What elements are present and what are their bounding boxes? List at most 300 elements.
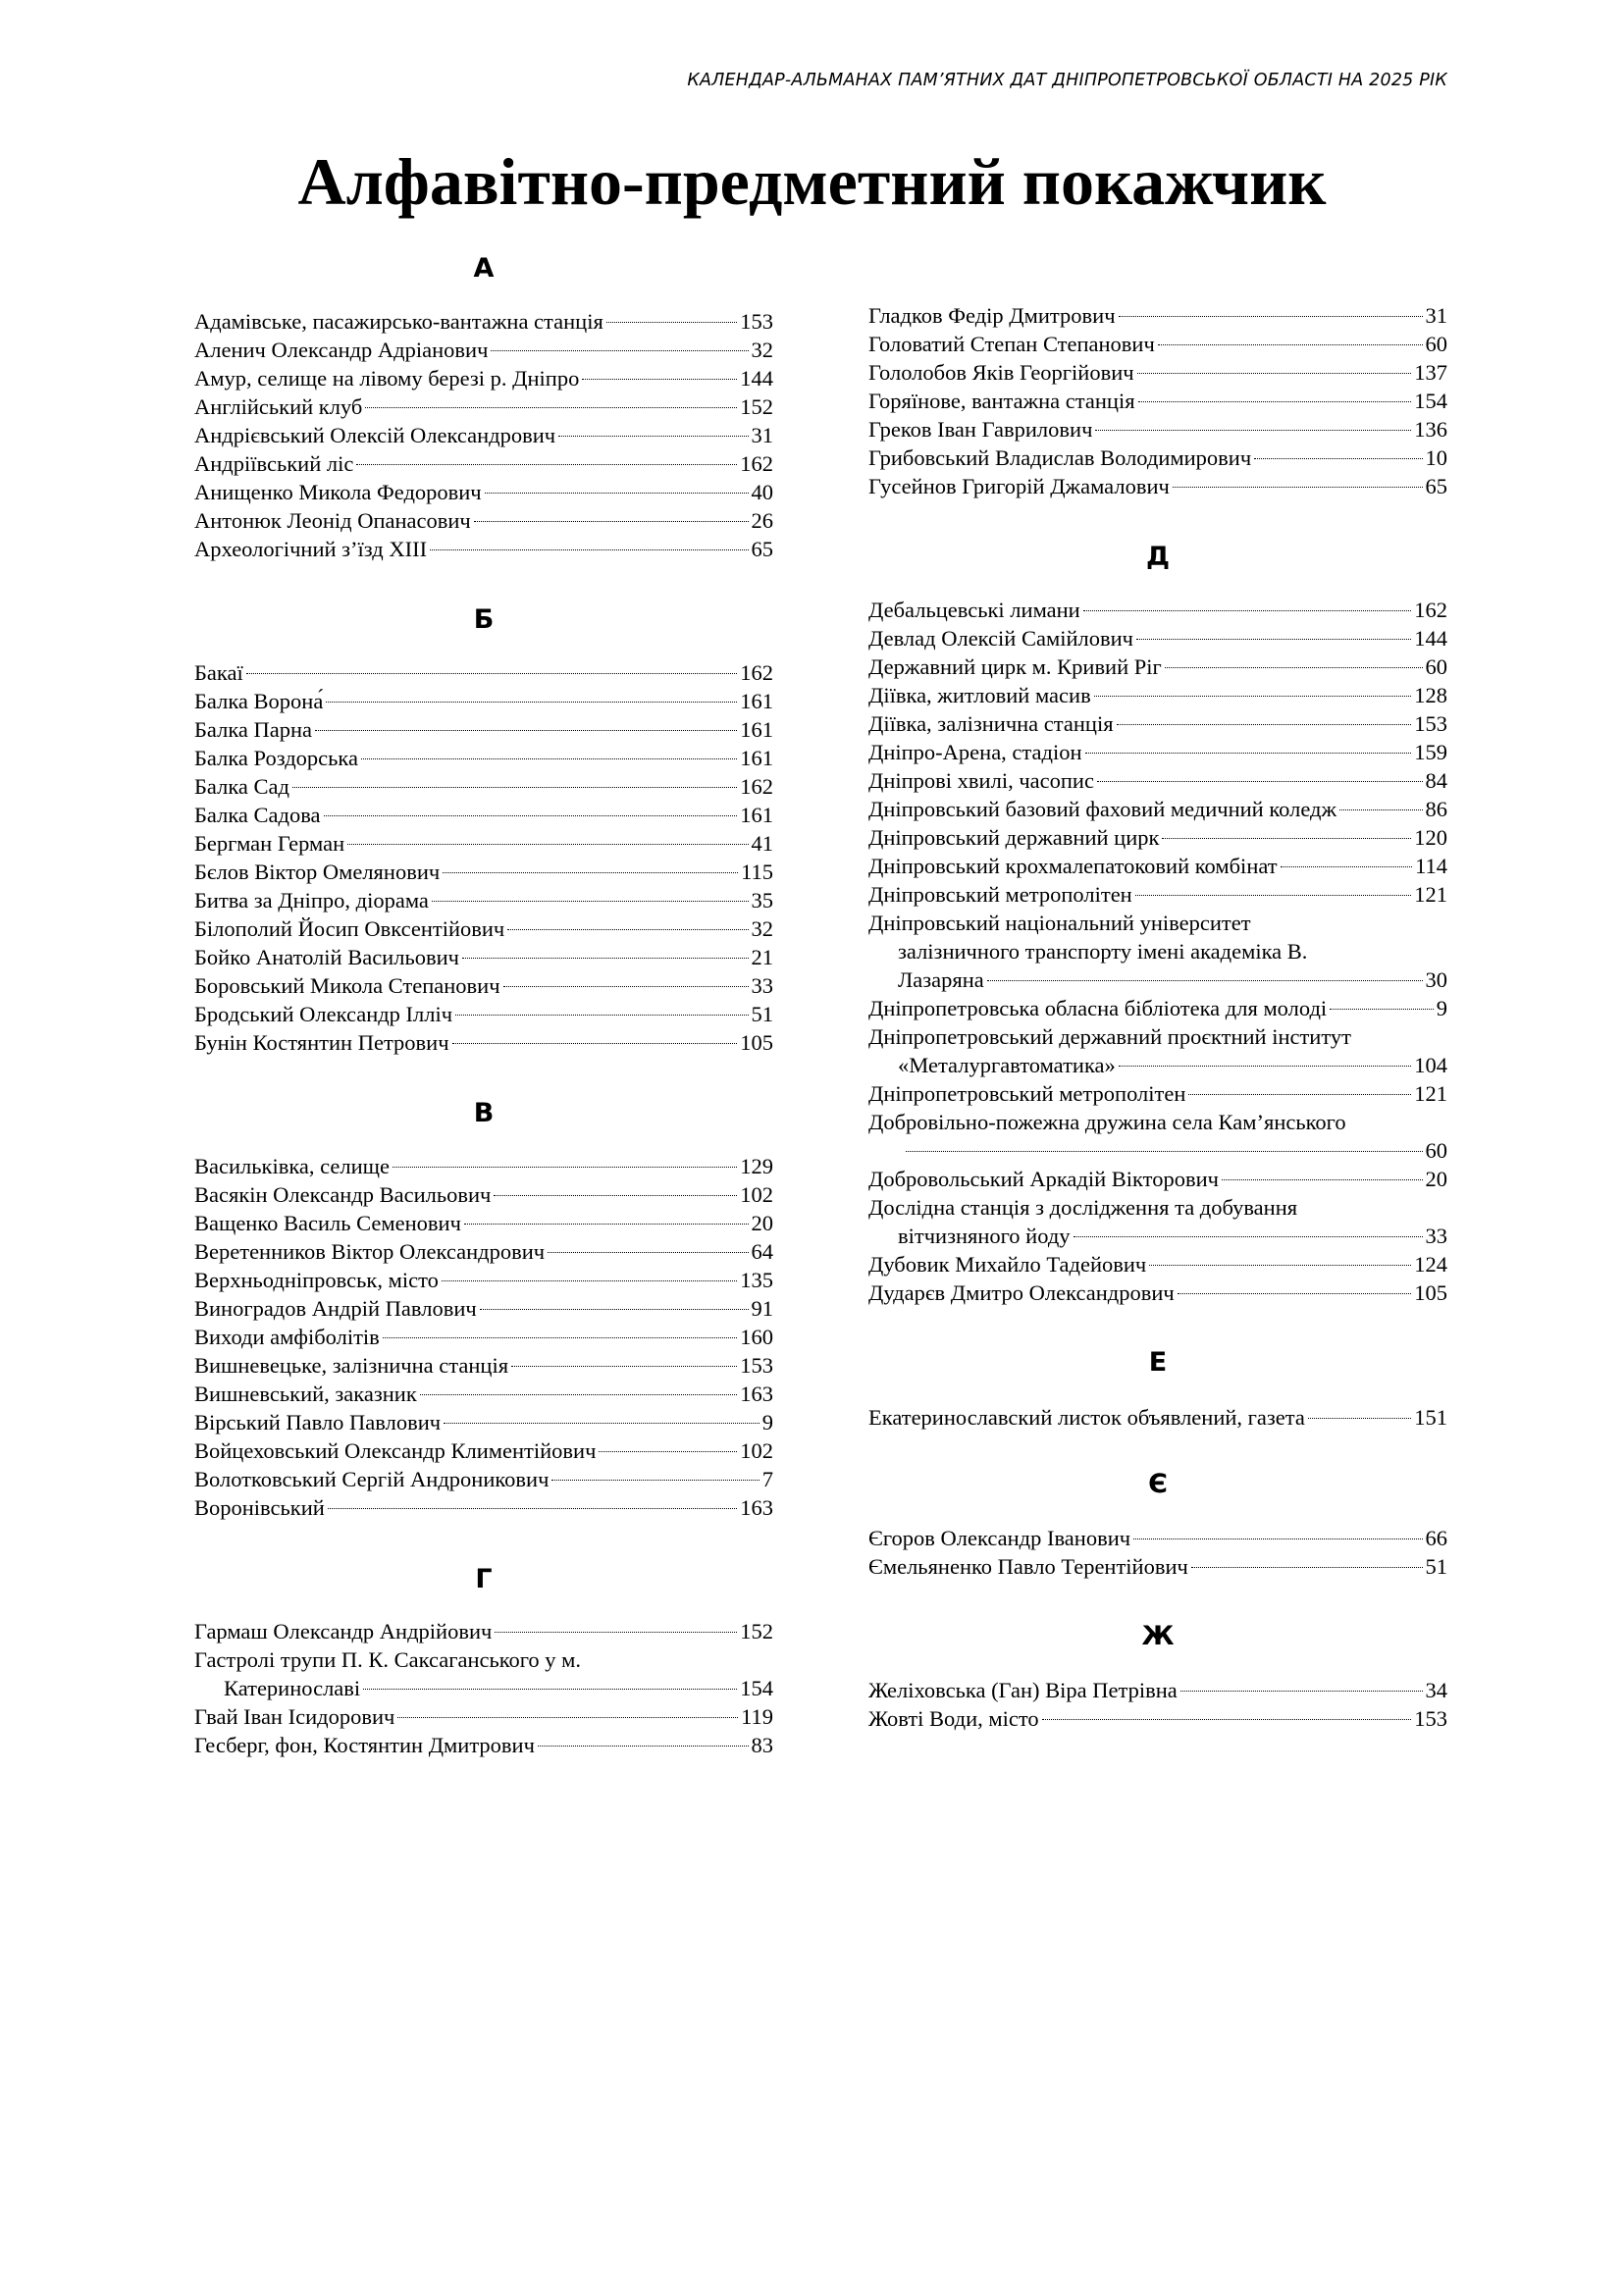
entry-name: Дубовик Михайло Тадейович (868, 1252, 1147, 1277)
dot-leader (606, 322, 737, 323)
index-entry (194, 478, 773, 506)
dot-leader (1308, 1418, 1411, 1419)
letter-heading-zh: Ж (1141, 1621, 1175, 1651)
entry-page-number: 102 (740, 1438, 773, 1463)
entry-name: Вірський Павло Павлович (194, 1410, 442, 1434)
entry-page-number: 40 (751, 480, 773, 504)
dot-leader (582, 379, 737, 380)
entry-name: Бойко Анатолій Васильович (194, 945, 459, 969)
index-entry (868, 387, 1447, 415)
dot-leader (315, 730, 737, 731)
entry-name: Воронівський (194, 1495, 325, 1520)
entry-page-number: 154 (1414, 389, 1447, 413)
entry-page-number: 135 (740, 1268, 773, 1292)
entry-page-number: 20 (751, 1211, 773, 1235)
dot-leader (1135, 895, 1412, 896)
letter-heading-a: А (473, 253, 495, 284)
entry-name: Боровський Микола Степанович (194, 973, 500, 998)
index-entry (194, 858, 773, 886)
index-entry (194, 1493, 773, 1522)
entry-page-number: 128 (1414, 683, 1447, 707)
entry-page-number: 32 (751, 338, 773, 362)
entry-page-number: 161 (740, 803, 773, 827)
index-entry (194, 421, 773, 449)
section-b-list (194, 658, 773, 1057)
entry-name: Вишневецьке, залізнична станція (194, 1353, 509, 1378)
dot-leader (246, 673, 738, 674)
index-entry (194, 1152, 773, 1180)
entry-name: Балка Садова (194, 803, 321, 827)
entry-name: Вишневський, заказник (194, 1382, 417, 1406)
entry-name: Ващенко Василь Семенович (194, 1211, 461, 1235)
index-entry (194, 1408, 773, 1436)
entry-page-number: 152 (740, 394, 773, 419)
entry-page-number: 152 (740, 1619, 773, 1643)
entry-name: Битва за Дніпро, діорама (194, 888, 429, 913)
index-entry (194, 943, 773, 971)
section-ye-list (868, 1524, 1447, 1581)
index-entry (194, 336, 773, 364)
dot-leader (443, 872, 738, 873)
dot-leader (1149, 1265, 1411, 1266)
dot-leader (452, 1043, 738, 1044)
dot-leader (1281, 866, 1412, 867)
entry-page-number: 51 (751, 1002, 773, 1026)
index-entry (194, 535, 773, 563)
dot-leader (548, 1252, 748, 1253)
dot-leader (1097, 781, 1423, 782)
index-entry (194, 886, 773, 914)
section-g-list (194, 1617, 773, 1759)
dot-leader (365, 407, 737, 408)
entry-page-number: 159 (1414, 740, 1447, 764)
entry-name: Катеринославі (224, 1676, 361, 1700)
entry-name: Дніпровський державний цирк (868, 825, 1160, 850)
section-v-list (194, 1152, 773, 1522)
dot-leader (485, 493, 749, 494)
entry-page-number: 60 (1425, 654, 1447, 679)
dot-leader (1137, 373, 1412, 374)
entry-page-number: 162 (740, 660, 773, 685)
entry-name: Дніпровський метрополітен (868, 882, 1132, 907)
letter-heading-b: Б (473, 604, 495, 635)
index-entry (868, 1222, 1447, 1250)
entry-page-number: 65 (1425, 474, 1447, 498)
dot-leader (324, 815, 738, 816)
dot-leader (464, 1224, 749, 1225)
entry-name: Гармаш Олександр Андрійович (194, 1619, 493, 1643)
dot-leader (326, 702, 737, 703)
index-entry (194, 1380, 773, 1408)
dot-leader (1173, 487, 1423, 488)
entry-page-number: 35 (751, 888, 773, 913)
dot-leader (1117, 724, 1412, 725)
entry-page-number: 9 (761, 1410, 773, 1434)
dot-leader (1188, 1094, 1411, 1095)
index-entry (868, 880, 1447, 909)
entry-name: Андріївський ліс (194, 451, 354, 476)
letter-heading-v: В (473, 1098, 495, 1128)
entry-page-number: 129 (740, 1154, 773, 1178)
dot-leader (1158, 344, 1423, 345)
entry-page-number: 144 (740, 366, 773, 391)
entry-name: Амур, селище на лівому березі р. Дніпро (194, 366, 580, 391)
index-entry (194, 715, 773, 744)
entry-name: Дніпро-Арена, стадіон (868, 740, 1082, 764)
entry-page-number: 162 (740, 774, 773, 799)
entry-name: Дударєв Дмитро Олександрович (868, 1280, 1175, 1305)
index-entry (868, 472, 1447, 500)
entry-name: Гвай Іван Ісидорович (194, 1704, 395, 1729)
entry-name: Виходи амфіболітів (194, 1325, 380, 1349)
entry-name: Балка Сад (194, 774, 289, 799)
dot-leader (430, 549, 748, 550)
dot-leader (1119, 316, 1423, 317)
entry-name: Бродський Олександр Ілліч (194, 1002, 453, 1026)
entry-page-number: 160 (740, 1325, 773, 1349)
running-head: КАЛЕНДАР-АЛЬМАНАХ ПАМ’ЯТНИХ ДАТ ДНІПРОПЕТРОВСЬКОЇ ОБЛАСТІ НА 2025 РІК (687, 71, 1447, 90)
entry-name: Бергман Герман (194, 831, 345, 856)
entry-name: Грибовський Владислав Володимирович (868, 445, 1252, 470)
entry-name: Бєлов Віктор Омелянович (194, 860, 441, 884)
dot-leader (347, 844, 748, 845)
entry-name: вітчизняного йоду (898, 1224, 1071, 1248)
dot-leader (292, 787, 737, 788)
entry-name: Лазаряна (898, 967, 984, 992)
entry-page-number: 144 (1414, 626, 1447, 651)
index-entry (194, 1674, 773, 1702)
index-entry (868, 709, 1447, 738)
index-entry (868, 823, 1447, 852)
entry-page-number: 33 (751, 973, 773, 998)
dot-leader (495, 1632, 737, 1633)
index-entry (194, 449, 773, 478)
index-entry (194, 687, 773, 715)
index-entry (194, 364, 773, 392)
dot-leader (1191, 1567, 1423, 1568)
entry-name: Балка Роздорська (194, 746, 358, 770)
entry-name: Андрієвський Олексій Олександрович (194, 423, 556, 447)
dot-leader (356, 464, 737, 465)
entry-name: Дніпропетровський метрополітен (868, 1081, 1186, 1106)
entry-page-number: 31 (1425, 303, 1447, 328)
index-entry (868, 766, 1447, 795)
section-g-cont-list (868, 301, 1447, 500)
index-entry (868, 1051, 1447, 1079)
index-entry (194, 1351, 773, 1380)
letter-heading-ye: Є (1148, 1469, 1168, 1499)
entry-continuation: залізничного транспорту імені академіка В. (898, 939, 1308, 964)
entry-page-number: 161 (740, 717, 773, 742)
dot-leader (538, 1746, 749, 1747)
dot-leader (1165, 667, 1423, 668)
index-entry (868, 415, 1447, 443)
dot-leader (1138, 401, 1412, 402)
dot-leader (507, 929, 748, 930)
entry-page-number: 115 (741, 860, 773, 884)
entry-page-number: 84 (1425, 768, 1447, 793)
page-title: Алфавітно-предметний покажчик (297, 144, 1327, 219)
entry-continuation: Гастролі трупи П. К. Саксаганського у м. (194, 1647, 582, 1672)
entry-page-number: 10 (1425, 445, 1447, 470)
entry-page-number: 121 (1414, 1081, 1447, 1106)
dot-leader (1074, 1236, 1423, 1237)
dot-leader (462, 958, 749, 959)
dot-leader (444, 1423, 760, 1424)
dot-leader (328, 1508, 737, 1509)
dot-leader (393, 1167, 737, 1168)
dot-leader (480, 1309, 749, 1310)
dot-leader (361, 758, 737, 759)
entry-page-number: 21 (751, 945, 773, 969)
index-entry (868, 1278, 1447, 1307)
entry-name: Верхньодніпровськ, місто (194, 1268, 439, 1292)
section-e-list (868, 1403, 1447, 1432)
entry-page-number: 104 (1414, 1053, 1447, 1077)
entry-name: Державний цирк м. Кривий Ріг (868, 654, 1162, 679)
index-entry (868, 301, 1447, 330)
entry-name: Дніпровський базовий фаховий медичний коледж (868, 797, 1337, 821)
index-entry (868, 1676, 1447, 1704)
entry-page-number: 9 (1436, 996, 1447, 1020)
index-entry (194, 1209, 773, 1237)
entry-name: Войцеховський Олександр Климентійович (194, 1438, 597, 1463)
index-entry (868, 1403, 1447, 1432)
index-entry (194, 1000, 773, 1028)
entry-page-number: 153 (1414, 1706, 1447, 1731)
index-entry (868, 1524, 1447, 1552)
index-entry (194, 1180, 773, 1209)
dot-leader (420, 1394, 737, 1395)
index-entry (194, 1617, 773, 1645)
index-entry (868, 965, 1447, 994)
entry-page-number: 83 (751, 1733, 773, 1757)
entry-page-number: 66 (1425, 1526, 1447, 1550)
entry-page-number: 33 (1425, 1224, 1447, 1248)
entry-page-number: 65 (751, 537, 773, 561)
index-entry (194, 1436, 773, 1465)
index-entry (194, 307, 773, 336)
dot-leader (1339, 809, 1422, 810)
entry-continuation: Дослідна станція з дослідження та добування (868, 1195, 1298, 1220)
entry-name: Веретенников Віктор Олександрович (194, 1239, 546, 1264)
index-entry (868, 1165, 1447, 1193)
dot-leader (363, 1689, 737, 1690)
dot-leader (1180, 1691, 1423, 1692)
entry-page-number: 64 (751, 1239, 773, 1264)
entry-name: Добровольський Аркадій Вікторович (868, 1167, 1219, 1191)
entry-page-number: 153 (740, 1353, 773, 1378)
entry-name: Виноградов Андрій Павлович (194, 1296, 477, 1321)
entry-continuation: Добровільно-пожежна дружина села Кам’янського (868, 1110, 1346, 1134)
entry-page-number: 102 (740, 1182, 773, 1207)
dot-leader (432, 901, 749, 902)
entry-page-number: 154 (740, 1676, 773, 1700)
index-entry (868, 1136, 1447, 1165)
entry-page-number: 60 (1425, 1138, 1447, 1163)
dot-leader (1083, 610, 1412, 611)
entry-name: Аленич Олександр Адріанович (194, 338, 489, 362)
entry-name: Англійський клуб (194, 394, 363, 419)
dot-leader (906, 1151, 1423, 1152)
entry-name: Діївка, житловий масив (868, 683, 1091, 707)
entry-name: Дніпропетровська обласна бібліотека для молоді (868, 996, 1328, 1020)
entry-name: Гесберг, фон, Костянтин Дмитрович (194, 1733, 535, 1757)
entry-name: Васякін Олександр Васильович (194, 1182, 492, 1207)
letter-heading-e: Е (1148, 1347, 1168, 1378)
entry-name: Анищенко Микола Федорович (194, 480, 482, 504)
entry-name: Бунін Костянтин Петрович (194, 1030, 449, 1055)
dot-leader (1136, 639, 1411, 640)
index-entry (194, 1237, 773, 1266)
entry-page-number: 162 (740, 451, 773, 476)
entry-page-number: 7 (761, 1467, 773, 1491)
dot-leader (1095, 430, 1411, 431)
dot-leader (551, 1480, 759, 1481)
entry-name: Антонюк Леонід Опанасович (194, 508, 471, 533)
entry-name: Балка Парна (194, 717, 313, 742)
entry-page-number: 119 (741, 1704, 773, 1729)
entry-name: Гусейнов Григорій Джамалович (868, 474, 1170, 498)
entry-page-number: 41 (751, 831, 773, 856)
entry-continuation: Дніпровський національний університет (868, 911, 1251, 935)
index-entry (868, 994, 1447, 1022)
entry-name: Желіховська (Ган) Віра Петрівна (868, 1678, 1178, 1702)
entry-name: Дніпрові хвилі, часопис (868, 768, 1094, 793)
entry-name: Балка Ворона́ (194, 689, 324, 713)
entry-page-number: 124 (1414, 1252, 1447, 1277)
index-entry (194, 1266, 773, 1294)
entry-page-number: 34 (1425, 1678, 1447, 1702)
entry-page-number: 86 (1425, 797, 1447, 821)
entry-name: «Металургавтоматика» (898, 1053, 1116, 1077)
letter-heading-d: Д (1145, 542, 1171, 572)
section-zh-list (868, 1676, 1447, 1733)
entry-name: Горяїнове, вантажна станція (868, 389, 1135, 413)
entry-page-number: 51 (1425, 1554, 1447, 1579)
entry-page-number: 31 (751, 423, 773, 447)
entry-name: Васильківка, селище (194, 1154, 390, 1178)
index-entry (194, 506, 773, 535)
entry-name: Адамівське, пасажирсько-вантажна станція (194, 309, 603, 334)
entry-page-number: 91 (751, 1296, 773, 1321)
dot-leader (599, 1451, 737, 1452)
dot-leader (987, 980, 1423, 981)
index-entry (194, 772, 773, 801)
entry-page-number: 151 (1414, 1405, 1447, 1430)
entry-name: Дніпровський крохмалепатоковий комбінат (868, 854, 1278, 878)
entry-page-number: 161 (740, 689, 773, 713)
entry-name: Археологічний з’їзд XIII (194, 537, 428, 561)
entry-name: Головатий Степан Степанович (868, 332, 1155, 356)
index-entry (194, 744, 773, 772)
dot-leader (1178, 1293, 1412, 1294)
index-entry (868, 681, 1447, 709)
entry-page-number: 120 (1414, 825, 1447, 850)
entry-page-number: 163 (740, 1495, 773, 1520)
dot-leader (474, 521, 749, 522)
index-entry (194, 801, 773, 829)
entry-name: Гладков Федір Дмитрович (868, 303, 1116, 328)
entry-page-number: 163 (740, 1382, 773, 1406)
dot-leader (511, 1366, 737, 1367)
index-entry (868, 1552, 1447, 1581)
index-entry (194, 1465, 773, 1493)
dot-leader (1162, 838, 1411, 839)
dot-leader (1222, 1179, 1423, 1180)
entry-page-number: 26 (751, 508, 773, 533)
dot-leader (1119, 1066, 1411, 1067)
entry-page-number: 121 (1414, 882, 1447, 907)
entry-name: Жовті Води, місто (868, 1706, 1039, 1731)
entry-page-number: 32 (751, 916, 773, 941)
index-entry (868, 1079, 1447, 1108)
entry-page-number: 153 (1414, 711, 1447, 736)
index-entry (868, 738, 1447, 766)
index-entry (194, 971, 773, 1000)
index-entry (868, 652, 1447, 681)
entry-page-number: 20 (1425, 1167, 1447, 1191)
dot-leader (558, 436, 748, 437)
entry-name: Девлад Олексій Самійлович (868, 626, 1133, 651)
dot-leader (1094, 696, 1412, 697)
dot-leader (455, 1015, 748, 1016)
entry-page-number: 162 (1414, 598, 1447, 622)
entry-page-number: 161 (740, 746, 773, 770)
index-entry (194, 1323, 773, 1351)
index-entry (194, 914, 773, 943)
index-entry (868, 795, 1447, 823)
dot-leader (1254, 458, 1422, 459)
entry-name: Діївка, залізнична станція (868, 711, 1114, 736)
index-entry (194, 1028, 773, 1057)
index-entry (194, 1294, 773, 1323)
entry-name: Екатеринославский листок объявлений, газета (868, 1405, 1305, 1430)
entry-page-number: 114 (1415, 854, 1447, 878)
entry-name: Дебальцевські лимани (868, 598, 1080, 622)
letter-heading-g: Г (475, 1564, 493, 1594)
entry-page-number: 136 (1414, 417, 1447, 442)
section-a-list (194, 307, 773, 563)
index-entry (868, 596, 1447, 624)
index-entry (868, 358, 1447, 387)
dot-leader (1042, 1719, 1412, 1720)
entry-name: Гололобов Яків Георгійович (868, 360, 1134, 385)
index-entry (868, 443, 1447, 472)
entry-name: Бакаї (194, 660, 243, 685)
entry-page-number: 30 (1425, 967, 1447, 992)
index-entry (194, 658, 773, 687)
index-entry (868, 624, 1447, 652)
dot-leader (503, 986, 749, 987)
entry-page-number: 60 (1425, 332, 1447, 356)
dot-leader (442, 1280, 737, 1281)
entry-page-number: 105 (740, 1030, 773, 1055)
entry-page-number: 105 (1414, 1280, 1447, 1305)
dot-leader (494, 1195, 737, 1196)
index-entry (194, 392, 773, 421)
section-d-list (868, 596, 1447, 1307)
entry-continuation: Дніпропетровський державний проєктний інститут (868, 1024, 1351, 1049)
entry-page-number: 137 (1414, 360, 1447, 385)
entry-name: Греков Іван Гаврилович (868, 417, 1093, 442)
index-entry (868, 330, 1447, 358)
dot-leader (1085, 753, 1412, 754)
index-entry (868, 852, 1447, 880)
index-entry (868, 1704, 1447, 1733)
dot-leader (397, 1717, 738, 1718)
dot-leader (383, 1337, 737, 1338)
